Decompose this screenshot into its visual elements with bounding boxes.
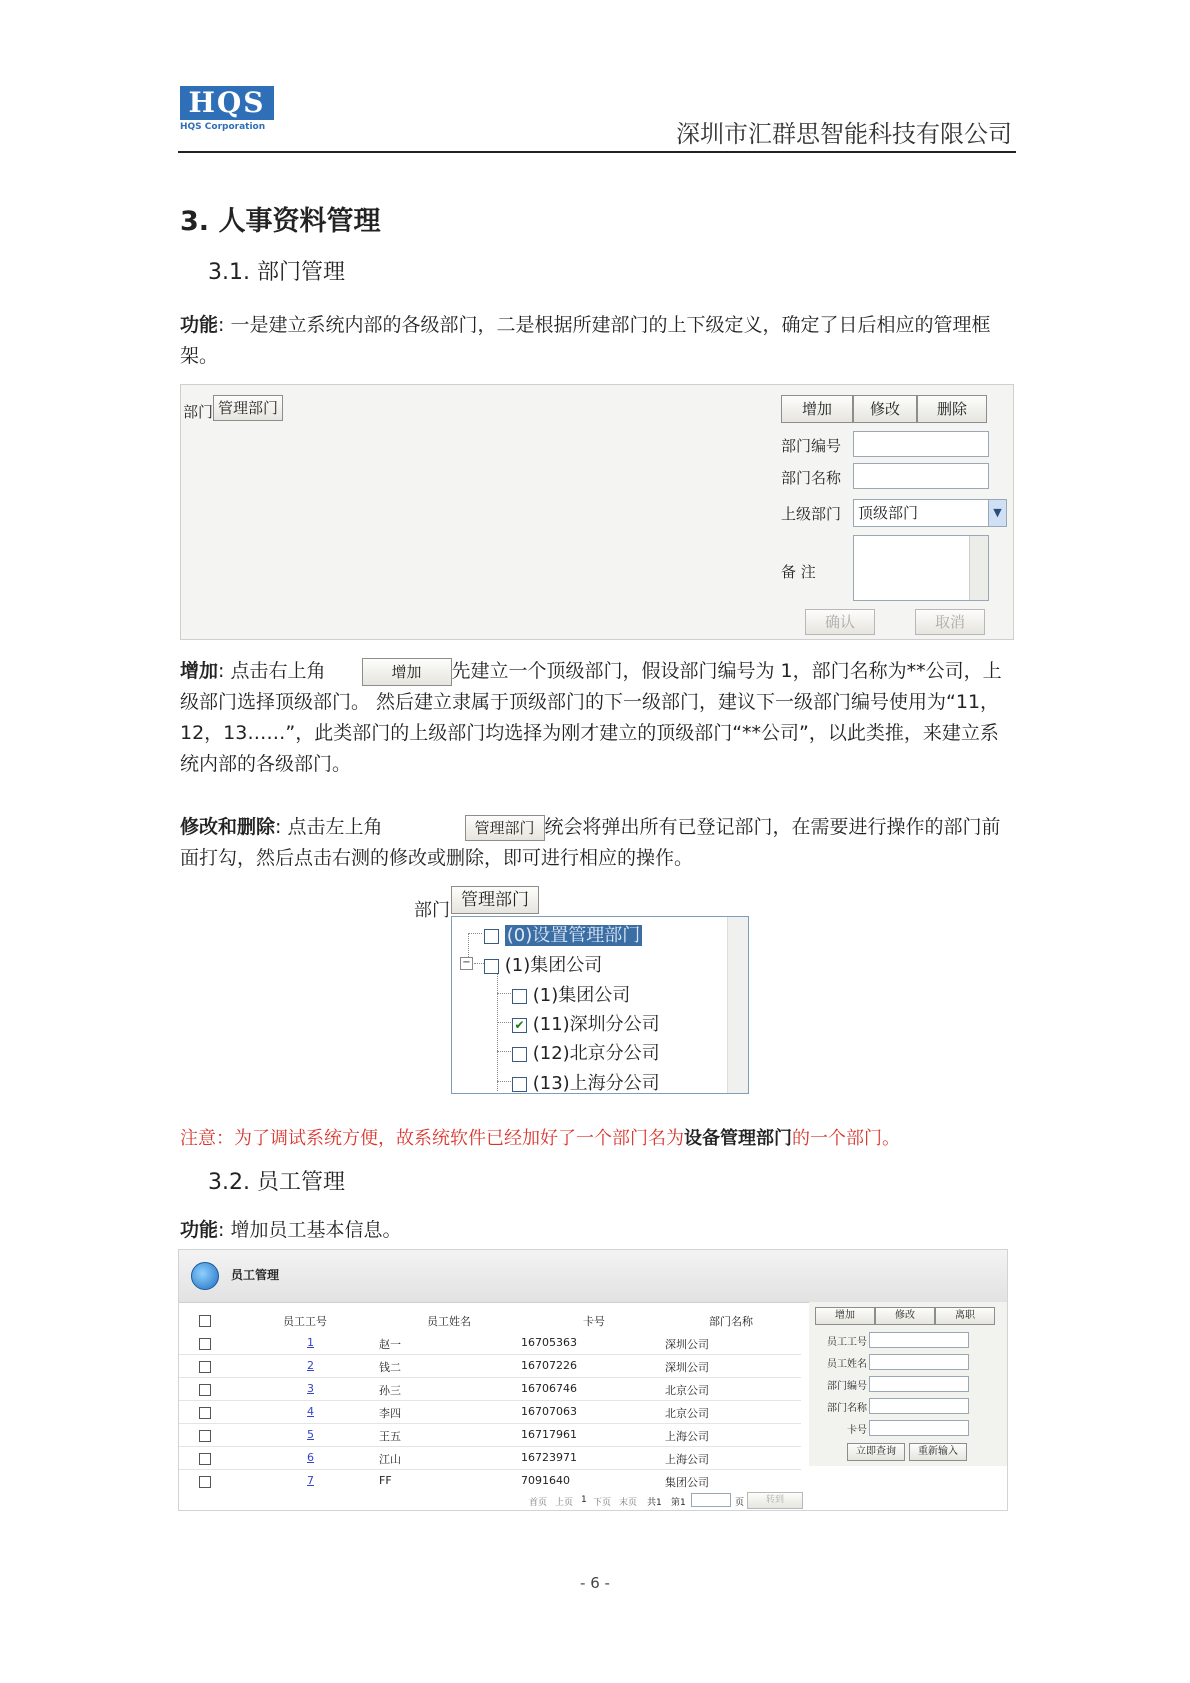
pager-page-suffix: 页 <box>735 1498 745 1508</box>
function-paragraph <box>180 310 1016 372</box>
emp-edit-button[interactable]: 修改 <box>875 1307 935 1325</box>
dept-no-input[interactable] <box>853 431 989 457</box>
pager-total: 共1 <box>647 1498 662 1508</box>
add-paragraph <box>180 656 1016 780</box>
tree-connector <box>497 973 498 1091</box>
emp-dept-no-label: 部门编号 <box>827 1381 867 1392</box>
row-checkbox[interactable] <box>199 1453 211 1465</box>
inline-add-button: 增加 <box>362 658 452 686</box>
dept-name-input[interactable] <box>853 463 989 489</box>
node-label: (1)集团公司 <box>532 985 631 1006</box>
emp-no-link[interactable]: 4 <box>307 1405 314 1418</box>
pager-current: 1 <box>581 1495 587 1505</box>
row-checkbox[interactable] <box>199 1361 211 1373</box>
emp-no-input[interactable] <box>869 1332 969 1348</box>
function-label: 功能 <box>180 314 219 336</box>
tree-connector <box>497 993 511 994</box>
tree-connector <box>497 1022 511 1023</box>
emp-card: 7091640 <box>521 1474 570 1487</box>
edit-button[interactable]: 修改 <box>853 395 917 423</box>
tree-node[interactable] <box>484 921 642 947</box>
row-checkbox[interactable] <box>199 1430 211 1442</box>
emp-name: 王五 <box>379 1430 401 1443</box>
note-post: 的一个部门。 <box>792 1128 900 1149</box>
pager-page-input[interactable] <box>691 1493 731 1507</box>
dept-label: 部门 <box>183 403 214 421</box>
company-logo: HQS <box>180 86 274 120</box>
emp-no-link[interactable]: 7 <box>307 1474 314 1487</box>
col-header-card-no[interactable]: 卡号 <box>583 1315 605 1328</box>
emp-name: 钱二 <box>379 1361 401 1374</box>
parent-dept-select[interactable] <box>853 499 1007 527</box>
section-title: 3. 人事资料管理 <box>180 206 381 237</box>
tree-connector <box>468 933 482 934</box>
emp-card: 16706746 <box>521 1382 577 1395</box>
manage-dept-button[interactable]: 管理部门 <box>213 395 283 421</box>
emp-name: FF <box>379 1474 392 1487</box>
row-divider <box>179 1446 801 1447</box>
header-divider <box>178 151 1016 153</box>
tree-node[interactable] <box>512 981 630 1007</box>
page-number: - 6 - <box>580 1574 610 1592</box>
dept-name-label: 部门名称 <box>781 469 842 487</box>
add-text-pre: : 点击右上角 <box>218 660 326 682</box>
row-divider <box>179 1354 801 1355</box>
select-all-checkbox[interactable] <box>199 1315 211 1327</box>
emp-dept: 集团公司 <box>665 1476 709 1489</box>
emp-no-label: 员工工号 <box>827 1337 867 1348</box>
node-checkbox[interactable] <box>512 989 527 1004</box>
dept-management-panel <box>180 384 1014 640</box>
employee-panel-header <box>179 1250 1007 1303</box>
emp-add-button[interactable]: 增加 <box>815 1307 875 1325</box>
node-label: (13)上海分公司 <box>532 1073 660 1094</box>
emp-name: 李四 <box>379 1407 401 1420</box>
employee-function-label: 功能 <box>180 1219 219 1241</box>
emp-dept: 北京公司 <box>665 1407 709 1420</box>
edit-delete-label: 修改和删除 <box>180 816 276 838</box>
cancel-button[interactable]: 取消 <box>915 609 985 635</box>
emp-name: 赵一 <box>379 1338 401 1351</box>
note-bold: 设备管理部门 <box>684 1128 792 1149</box>
pager-goto: 第1 <box>671 1498 686 1508</box>
query-button[interactable]: 立即查询 <box>847 1443 905 1461</box>
emp-dept: 上海公司 <box>665 1430 709 1443</box>
node-checkbox[interactable] <box>512 1077 527 1092</box>
inline-manage-button: 管理部门 <box>465 815 545 841</box>
reset-button[interactable]: 重新输入 <box>909 1443 967 1461</box>
parent-dept-label: 上级部门 <box>781 505 842 523</box>
node-label: (1)集团公司 <box>504 955 603 976</box>
col-header-dept-name[interactable]: 部门名称 <box>709 1315 753 1328</box>
chevron-down-icon[interactable]: ▼ <box>988 500 1006 526</box>
tree-node[interactable] <box>484 951 602 977</box>
globe-icon <box>191 1262 219 1290</box>
emp-name: 江山 <box>379 1453 401 1466</box>
edit-delete-paragraph <box>180 812 1016 874</box>
node-checkbox[interactable] <box>484 929 499 944</box>
add-text-post: 先建立一个顶级部门，假设部门编号为 1，部门名称为**公司，上级部门选择顶级部门。 然后建立隶属于顶级部门的下一级部门，建议下一级部门编号使用为“11，12，13……”，此类部门的上级部门均选择为刚才建立的顶级部门“**公司”，以此类推，来建立系统内部的各级部门。 <box>180 660 1002 775</box>
col-header-emp-name[interactable]: 员工姓名 <box>427 1315 471 1328</box>
emp-dept-name-input[interactable] <box>869 1398 969 1414</box>
node-label: (0)设置管理部门 <box>506 925 641 946</box>
emp-card: 16707226 <box>521 1359 577 1372</box>
tree-connector <box>474 963 484 964</box>
employee-function-text: : 增加员工基本信息。 <box>218 1219 402 1241</box>
row-divider <box>179 1423 801 1424</box>
pager-go-button[interactable]: 转到 <box>747 1492 803 1509</box>
dept-tree <box>451 916 749 1094</box>
emp-card-input[interactable] <box>869 1420 969 1436</box>
node-checkbox[interactable] <box>484 959 499 974</box>
pager-prev[interactable]: 上页 <box>555 1498 574 1508</box>
add-label: 增加 <box>180 660 219 682</box>
collapse-icon[interactable]: − <box>460 957 473 970</box>
emp-dept: 深圳公司 <box>665 1361 709 1374</box>
row-checkbox[interactable] <box>199 1384 211 1396</box>
tree-scrollbar[interactable] <box>727 917 748 1093</box>
emp-dept: 上海公司 <box>665 1453 709 1466</box>
node-checkbox-checked[interactable]: ✔ <box>512 1018 527 1033</box>
row-divider <box>179 1377 801 1378</box>
confirm-button[interactable]: 确认 <box>805 609 875 635</box>
remark-scrollbar[interactable] <box>969 536 988 600</box>
add-button[interactable]: 增加 <box>781 395 853 423</box>
node-label: (12)北京分公司 <box>532 1043 660 1064</box>
col-header-emp-no[interactable]: 员工工号 <box>283 1315 327 1328</box>
row-checkbox[interactable] <box>199 1407 211 1419</box>
emp-card: 16723971 <box>521 1451 577 1464</box>
row-checkbox[interactable] <box>199 1338 211 1350</box>
logo-subtitle: HQS Corporation <box>180 122 266 132</box>
subsection-employee-title: 3.2. 员工管理 <box>208 1170 345 1195</box>
remark-label: 备 注 <box>781 563 816 581</box>
remark-textarea[interactable] <box>853 535 989 601</box>
pager-first[interactable]: 首页 <box>529 1498 548 1508</box>
emp-dept-name-label: 部门名称 <box>827 1403 867 1414</box>
tree-node[interactable] <box>512 1069 660 1095</box>
emp-no-link[interactable]: 5 <box>307 1428 314 1441</box>
tree-connector <box>497 1051 511 1052</box>
emp-no-link[interactable]: 3 <box>307 1382 314 1395</box>
node-label: (11)深圳分公司 <box>532 1014 660 1035</box>
edit-delete-text-pre: : 点击左上角 <box>275 816 383 838</box>
row-divider <box>179 1400 801 1401</box>
tree-manage-button[interactable]: 管理部门 <box>451 886 539 914</box>
emp-card-label: 卡号 <box>847 1425 867 1436</box>
edit-delete-text-post: 统会将弹出所有已登记部门，在需要进行操作的部门前面打勾，然后点击右测的修改或删除，即可进行相应的操作。 <box>180 816 1001 869</box>
tree-node[interactable] <box>512 1010 660 1036</box>
dept-no-label: 部门编号 <box>781 437 842 455</box>
pager-next[interactable]: 下页 <box>593 1498 612 1508</box>
employee-management-panel <box>178 1249 1008 1511</box>
emp-name-label: 员工姓名 <box>827 1359 867 1370</box>
node-checkbox[interactable] <box>512 1047 527 1062</box>
emp-card: 16717961 <box>521 1428 577 1441</box>
note-paragraph <box>180 1124 900 1150</box>
employee-function-paragraph <box>180 1215 1016 1246</box>
delete-button[interactable]: 删除 <box>917 395 987 423</box>
note-pre: 注意：为了调试系统方便，故系统软件已经加好了一个部门名为 <box>180 1128 684 1149</box>
emp-no-link[interactable]: 2 <box>307 1359 314 1372</box>
function-text: : 一是建立系统内部的各级部门，二是根据所建部门的上下级定义，确定了日后相应的管理框架。 <box>180 314 991 367</box>
company-name: 深圳市汇群思智能科技有限公司 <box>676 120 1012 148</box>
tree-node[interactable] <box>512 1039 660 1065</box>
emp-dept-no-input[interactable] <box>869 1376 969 1392</box>
emp-card: 16707063 <box>521 1405 577 1418</box>
tree-dept-label: 部门 <box>414 900 450 921</box>
row-divider <box>179 1469 801 1470</box>
emp-name-input[interactable] <box>869 1354 969 1370</box>
emp-dept: 深圳公司 <box>665 1338 709 1351</box>
parent-dept-value: 顶级部门 <box>858 504 919 522</box>
emp-leave-button[interactable]: 离职 <box>935 1307 995 1325</box>
emp-dept: 北京公司 <box>665 1384 709 1397</box>
subsection-dept-title: 3.1. 部门管理 <box>208 260 345 285</box>
tree-connector <box>497 1081 511 1082</box>
emp-no-link[interactable]: 1 <box>307 1336 314 1349</box>
emp-card: 16705363 <box>521 1336 577 1349</box>
row-checkbox[interactable] <box>199 1476 211 1488</box>
employee-panel-title: 员工管理 <box>231 1268 280 1282</box>
emp-no-link[interactable]: 6 <box>307 1451 314 1464</box>
pager-last[interactable]: 末页 <box>619 1498 638 1508</box>
emp-name: 孙三 <box>379 1384 401 1397</box>
